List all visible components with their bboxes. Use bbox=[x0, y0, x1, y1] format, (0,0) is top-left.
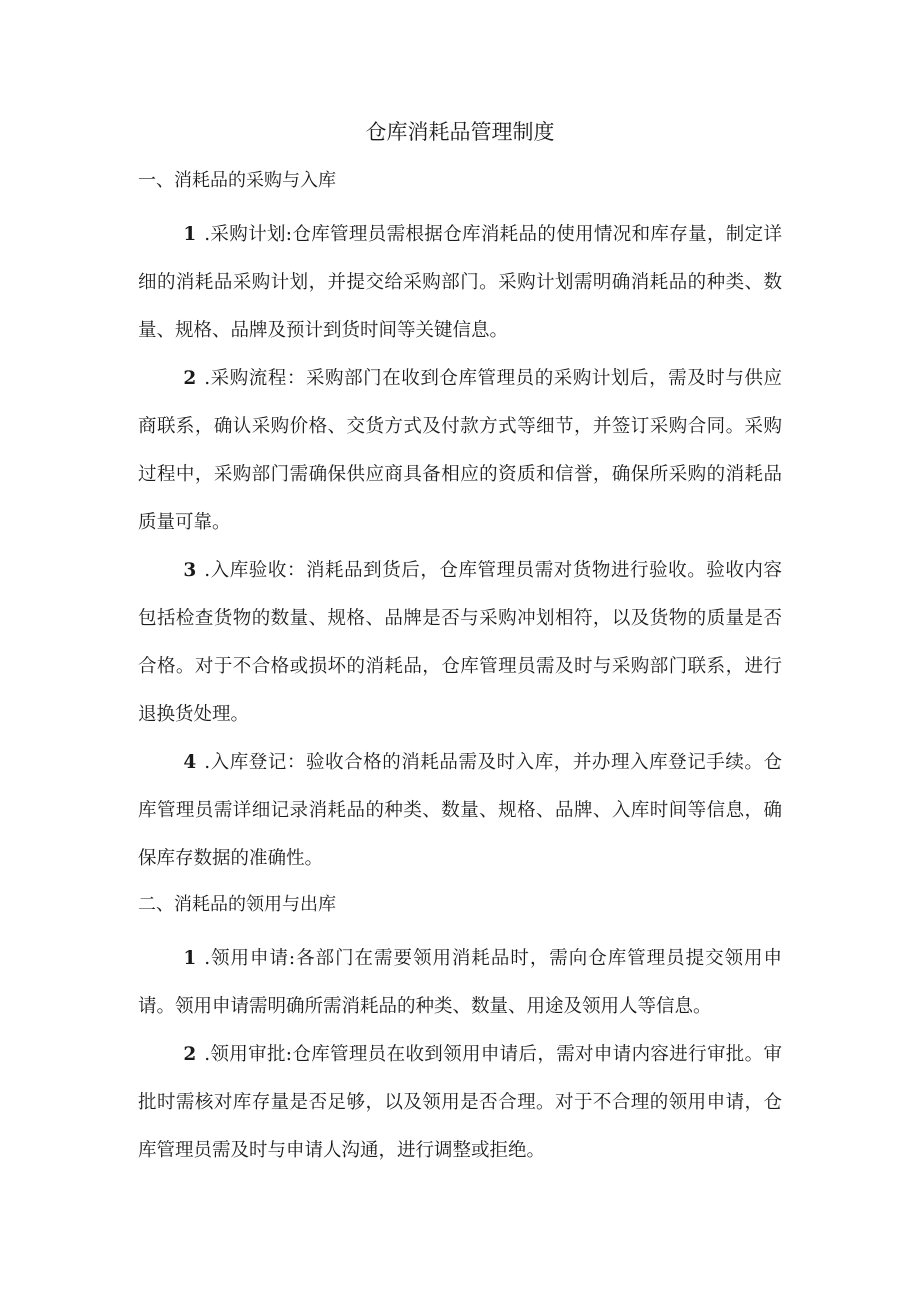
paragraph-requisition-application bbox=[138, 935, 782, 1031]
paragraph-text: .入库登记：验收合格的消耗品需及时入库，并办理入库登记手续。仓库管理员需详细记录消耗品的种类、数量、规格、品牌、入库时间等信息，确保库存数据的准确性。 bbox=[138, 752, 782, 869]
paragraph-text: .采购计划:仓库管理员需根据仓库消耗品的使用情况和库存量，制定详细的消耗品采购计划，并提交给采购部门。采购计划需明确消耗品的种类、数量、规格、品牌及预计到货时间等关键信息。 bbox=[138, 224, 782, 341]
paragraph-text: .采购流程：采购部门在收到仓库管理员的采购计划后，需及时与供应商联系，确认采购价格、交货方式及付款方式等细节，并签订采购合同。采购过程中，采购部门需确保供应商具备相应的资质和信誉，确保所采购的消耗品质量可靠。 bbox=[138, 368, 782, 533]
section-heading: 二、消耗品的领用与出库 bbox=[138, 894, 336, 915]
section-heading: 一、消耗品的采购与入库 bbox=[138, 170, 336, 191]
paragraph-purchase-process bbox=[138, 355, 782, 547]
paragraph-inbound-registration bbox=[138, 739, 782, 883]
paragraph-text: .领用审批:仓库管理员在收到领用申请后，需对申请内容进行审批。审批时需核对库存量是否足够，以及领用是否合理。对于不合理的领用申请，仓库管理员需及时与申请人沟通，进行调整或拒绝。 bbox=[138, 1044, 782, 1161]
paragraph-text: .领用申请:各部门在需要领用消耗品时，需向仓库管理员提交领用申请。领用申请需明确所需消耗品的种类、数量、用途及领用人等信息。 bbox=[138, 948, 782, 1017]
item-number: 1 bbox=[183, 948, 197, 969]
document-title: 仓库消耗品管理制度 bbox=[365, 120, 555, 144]
paragraph-purchase-plan bbox=[138, 211, 782, 355]
paragraph-text: .入库验收：消耗品到货后，仓库管理员需对货物进行验收。验收内容包括检查货物的数量、规格、品牌是否与采购冲划相符，以及货物的质量是否合格。对于不合格或损坏的消耗品，仓库管理员需及时与采购部门联系，进行退换货处理。 bbox=[138, 560, 782, 725]
item-number: 4 bbox=[183, 752, 197, 773]
item-number: 2 bbox=[183, 1044, 197, 1065]
section-purchase-inbound bbox=[138, 163, 782, 883]
item-number: 2 bbox=[183, 368, 197, 389]
item-number: 1 bbox=[183, 224, 197, 245]
item-number: 3 bbox=[183, 560, 197, 581]
document-body bbox=[138, 163, 782, 1175]
paragraph-inbound-inspection bbox=[138, 547, 782, 739]
section-requisition-outbound bbox=[138, 887, 782, 1175]
paragraph-requisition-approval bbox=[138, 1031, 782, 1175]
